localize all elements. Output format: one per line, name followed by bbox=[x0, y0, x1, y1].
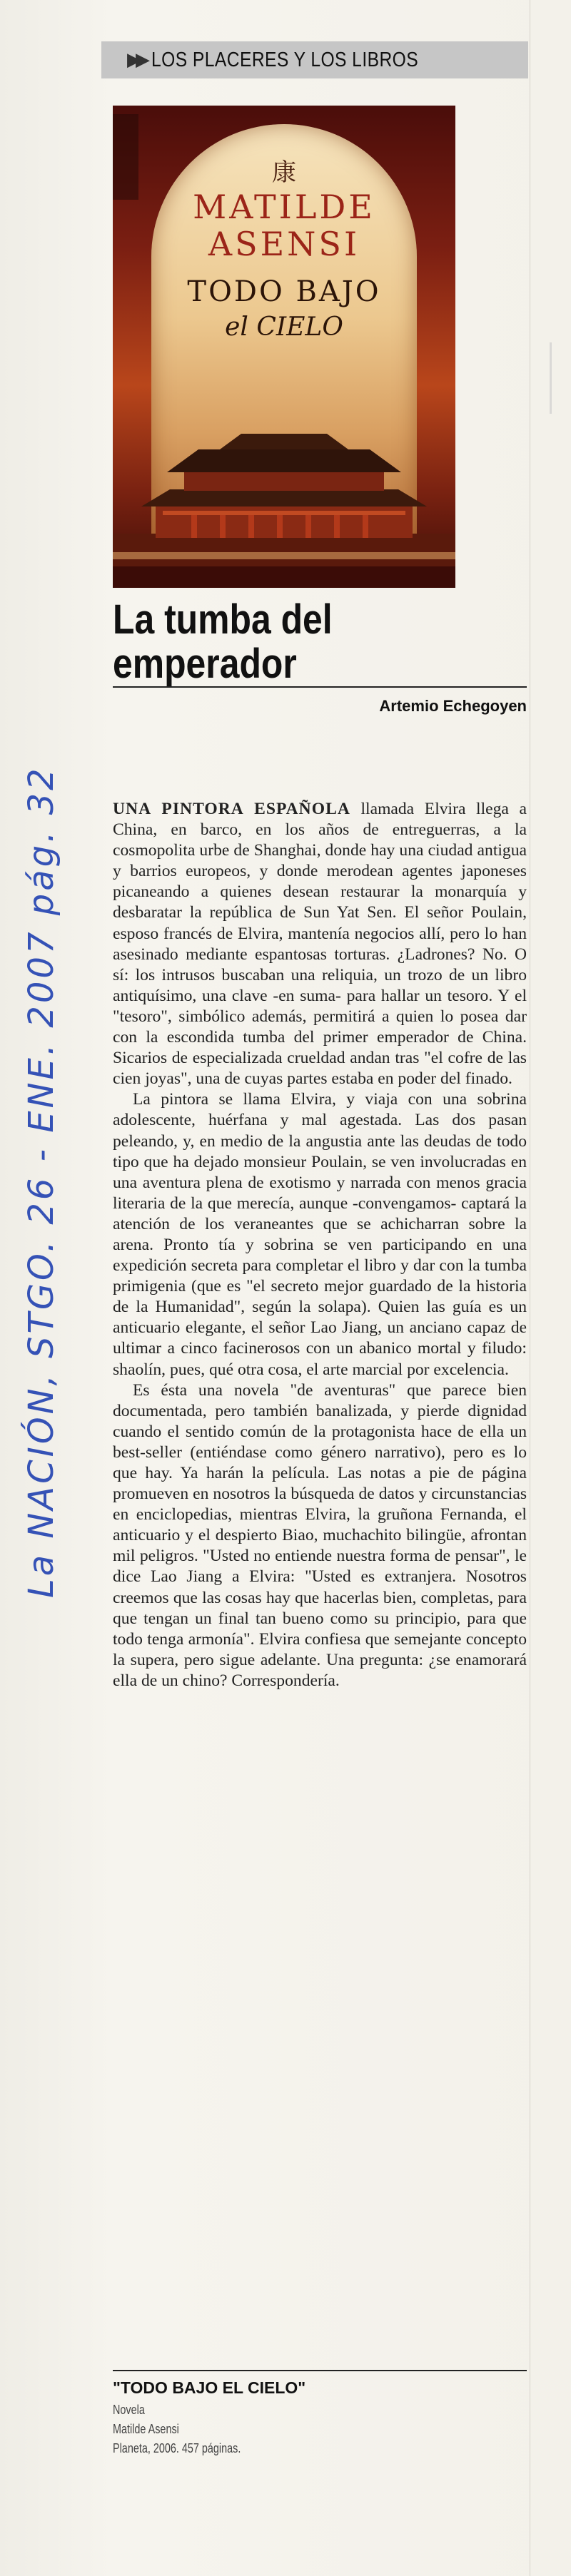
cover-seal: 康 bbox=[272, 158, 296, 187]
article-headline bbox=[113, 598, 469, 686]
article-byline: Artemio Echegoyen bbox=[113, 686, 527, 725]
handwritten-source-note: La NACIÓN, STGO. 26 - ENE. 2007 pág. 32 bbox=[21, 765, 61, 1598]
book-info-genre: Novela bbox=[113, 2403, 145, 2417]
book-info-author: Matilde Asensi bbox=[113, 2422, 179, 2436]
cover-author-last: ASENSI bbox=[208, 225, 360, 263]
article-body bbox=[113, 799, 527, 1691]
book-info-publisher: Planeta, 2006. 457 páginas. bbox=[113, 2441, 241, 2455]
paragraph-1-text: llamada Elvira llega a China, en barco, en los años de entreguerras, a la cosmopolita urbe de Shanghai, donde hay una ciudad antigua y barrios europeos, y donde merodean agentes japoneses picaneando a quienes desean restaurar la monarquía y desbaratar la república de Sun Yat Sen. El señor Poulain, esposo francés de Elvira, mantenía negocios allí, pero lo han asesinado mediante espantosas torturas. ¿Ladrones? No. O sí: los intrusos buscaban una reliquia, un trozo de un libro antiquísimo, una clave -en suma- para hallar un tesoro. Y el "tesoro", simbólico además, permitirá a quien lo posea dar con la escondida tumba del primer emperador de China. Sicarios de especializada crueldad andan tras "el cofre de las cien joyas", una de cuyas partes estaba en poder del finado. bbox=[113, 800, 527, 1089]
palace-illustration bbox=[113, 427, 455, 588]
paragraph-1 bbox=[113, 799, 527, 1089]
cover-title-line1: TODO BAJO bbox=[187, 275, 381, 308]
headline-line-1: La tumba del bbox=[113, 596, 333, 643]
double-arrow-icon: ▶▶ bbox=[127, 49, 144, 71]
cover-author-first: MATILDE bbox=[193, 188, 375, 226]
paragraph-3: Es ésta una novela "de aventuras" que parece bien documentada, pero también banalizada, y pierde dignidad cuando el sentido común de la protagonista hace de ella un best-seller (entiéndase como género narrativo), pero es lo que hay. Ya harán la película. Las notas a pie de página promueven en nosotros la búsqueda de datos y circunstancias en enciclopedias, mientras Elvira, la gruñona Fernanda, el anticuario y el despierto Biao, muchachito bilingüe, afrontan mil peligros. "Usted no entiende nuestra forma de pensar", le dice Lao Jiang a Elvira: "Usted es extranjera. Nosotros creemos que las cosas hay que hacerlas bien, completas, para que tengan un final tan bueno como su principio, para que todo tenga armonía". Elvira confiesa que semejante concepto la supera, pero sigue adelante. Una pregunta: ¿se enamorará ella de un chino? Correspondería. bbox=[113, 1380, 527, 1690]
margin-mark bbox=[550, 342, 562, 414]
section-header bbox=[101, 41, 528, 78]
cover-title-line2: el CIELO bbox=[225, 312, 343, 342]
headline-line-2: emperador bbox=[113, 641, 297, 687]
lead-in: UNA PINTORA ESPAÑOLA bbox=[113, 800, 350, 818]
book-info-box bbox=[113, 2370, 527, 2458]
book-info-title: "TODO BAJO EL CIELO" bbox=[113, 2378, 306, 2397]
book-cover bbox=[113, 106, 455, 588]
paragraph-2: La pintora se llama Elvira, y viaja con una sobrina adolescente, huérfana y mal agestada. Las dos pasan peleando, y, en medio de la angustia ante las deudas de todo tipo que ha dejado monsieur Poulain, se ven involucradas en una aventura plena de exotismo y narrada con menos gracia literaria de la que merecía, aunque -convengamos- captará la atención de los veraneantes que se achicharran sobre la arena. Pronto tía y sobrina se ven participando en una expedición secreta para completar el libro y dar con la tumba primigenia (que es "el secreto mejor guardado de la historia de la Humanidad", según la solapa). Quien las guía es un anticuario elegante, el señor Lao Jiang, un anciano capaz de ultimar a cinco facinerosos con un abanico mortal y filudo: shaolín, pues, qué otra cosa, el arte marcial por excelencia. bbox=[113, 1090, 527, 1379]
section-title: LOS PLACERES Y LOS LIBROS bbox=[151, 48, 419, 71]
